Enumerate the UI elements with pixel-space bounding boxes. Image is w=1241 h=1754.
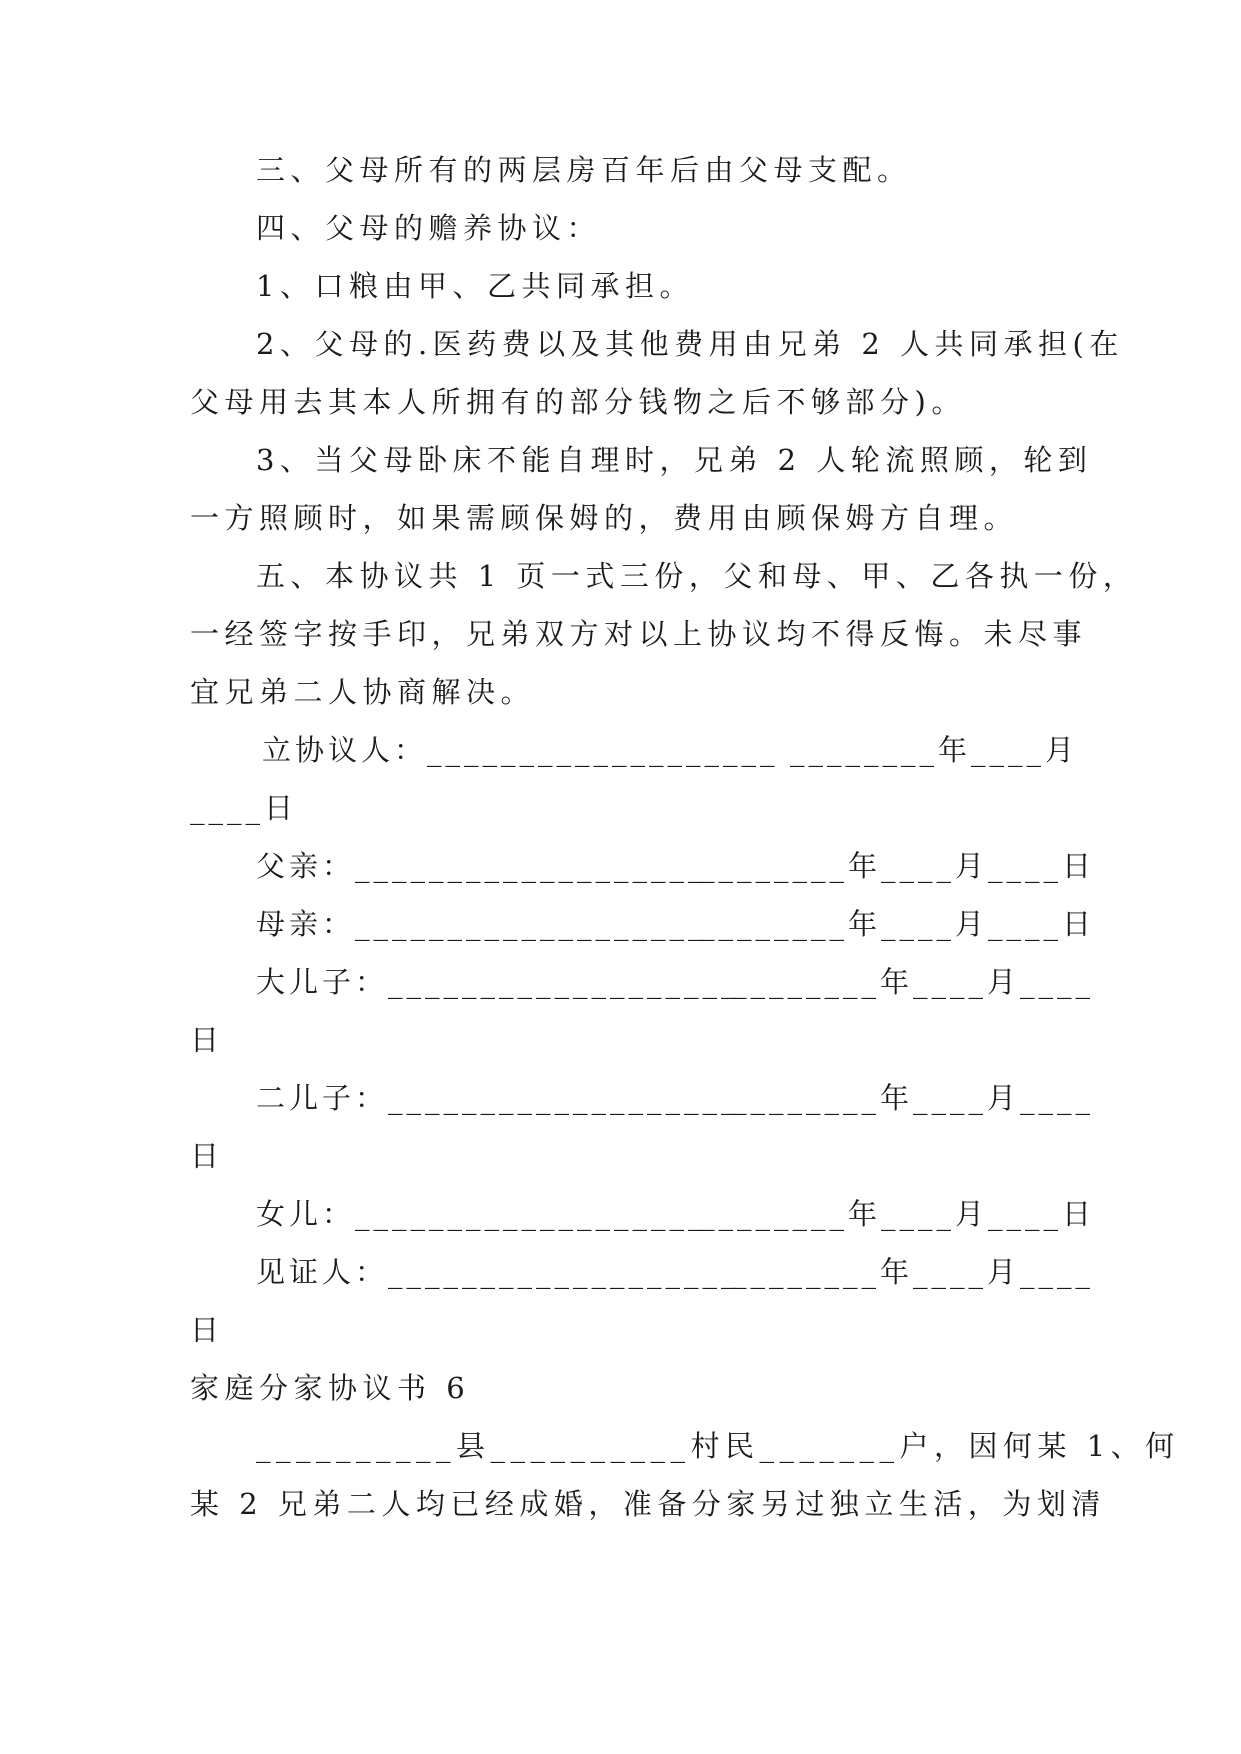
signature-witness-date: ________年____月____ [732,1255,1095,1289]
paragraph-four-item-1: 1、口粮由甲、乙共同承担。 [256,269,694,303]
signature-eldest-son-day: 日 [190,1023,224,1057]
section-paragraph-line-2: 某 2 兄弟二人均已经成婚，准备分家另过独立生活，为划清 [190,1487,1106,1521]
paragraph-four-heading: 四、父母的赡养协议： [256,211,602,245]
signature-father-date: ________年____月____日 [700,849,1096,883]
paragraph-five-line-2: 一经签字按手印，兄弟双方对以上协议均不得反悔。未尽事 [190,617,1088,651]
signature-second-son-date: ________年____月____ [732,1081,1095,1115]
signature-eldest-son-date: ________年____月____ [732,965,1095,999]
signature-parties-name: 立协议人：___________________ [262,733,779,767]
signature-father-name: 父亲：___________________ [256,849,707,883]
paragraph-four-item-3-line-1: 3、当父母卧床不能自理时，兄弟 2 人轮流照顾，轮到 [256,443,1093,477]
paragraph-five-line-1: 五、本协议共 1 页一式三份，父和母、甲、乙各执一份， [256,559,1138,593]
signature-mother-name: 母亲：___________________ [256,907,707,941]
signature-daughter-date: ________年____月____日 [700,1197,1096,1231]
paragraph-three: 三、父母所有的两层房百年后由父母支配。 [256,153,912,187]
paragraph-four-item-2-line-1: 2、父母的.医药费以及其他费用由兄弟 2 人共同承担(在 [256,327,1124,361]
signature-second-son-name: 二儿子：___________________ [256,1081,740,1115]
signature-witness-name: 见证人：___________________ [256,1255,740,1289]
signature-daughter-name: 女儿：___________________ [256,1197,707,1231]
signature-eldest-son-name: 大儿子：___________________ [256,965,740,999]
signature-mother-date: ________年____月____日 [700,907,1096,941]
signature-parties-day: ____日 [190,791,298,825]
section-heading: 家庭分家协议书 6 [190,1371,471,1405]
signature-second-son-day: 日 [190,1139,224,1173]
paragraph-four-item-3-line-2: 一方照顾时，如果需顾保姆的，费用由顾保姆方自理。 [190,501,1019,535]
signature-parties-date: ________年____月 [790,733,1079,767]
section-paragraph-line-1: __________县__________村民_______户，因何某 1、何 [256,1429,1180,1463]
paragraph-four-item-2-line-2: 父母用去其本人所拥有的部分钱物之后不够部分)。 [190,385,966,419]
signature-witness-day: 日 [190,1313,224,1347]
paragraph-five-line-3: 宜兄弟二人协商解决。 [190,675,536,709]
